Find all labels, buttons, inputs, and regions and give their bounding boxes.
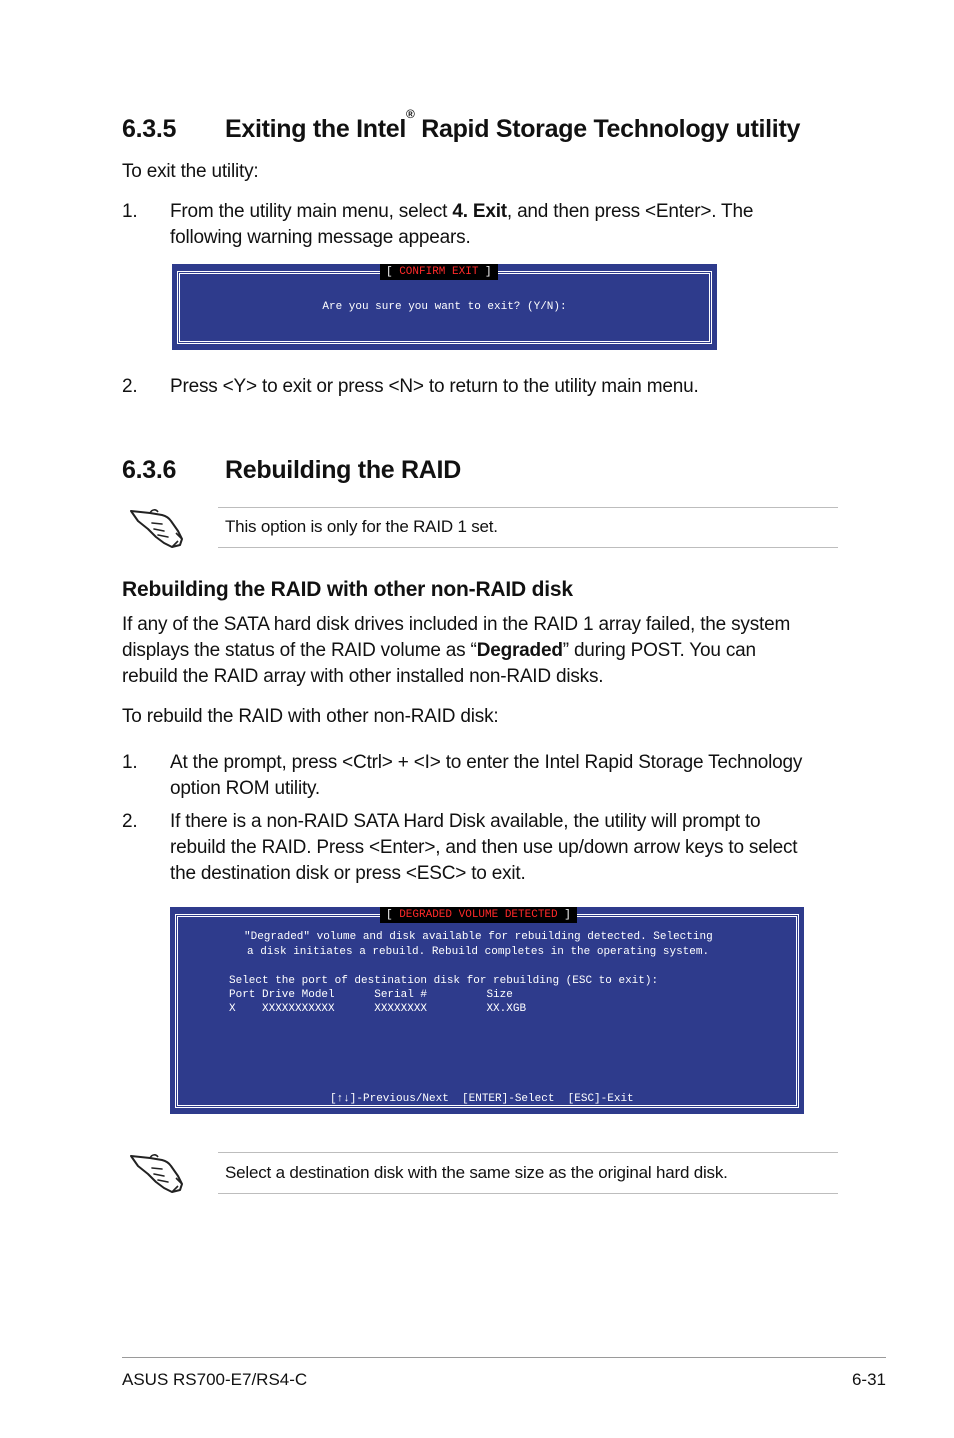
note-text: Select a destination disk with the same size as the original hard disk.: [225, 1163, 728, 1182]
degraded-volume-screen: [170, 907, 804, 1114]
confirm-exit-screen: [172, 264, 717, 350]
pointing-hand-icon: [128, 503, 186, 551]
rebuild-intro: To rebuild the RAID with other non-RAID disk:: [122, 706, 499, 727]
footer-rule: [122, 1357, 886, 1358]
note-text: This option is only for the RAID 1 set.: [225, 517, 498, 536]
screen-prompt: Select the port of destination disk for rebuilding (ESC to exit):: [229, 975, 659, 987]
section-number: 6.3.6: [122, 456, 177, 484]
note-box: [218, 1152, 838, 1194]
confirm-exit-banner: [ CONFIRM EXIT ]: [380, 264, 498, 280]
note-box: [218, 507, 838, 548]
section-heading-6-3-6: [122, 456, 882, 488]
rebuild-step-2: 2. If there is a non-RAID SATA Hard Disk available, the utility will prompt to rebuild the RAID. Press <Enter>, and then use up/down arrow keys to select the destination disk or press <ESC> to exit.: [122, 811, 798, 884]
footer-model: ASUS RS700-E7/RS4-C: [122, 1370, 308, 1389]
degraded-volume-banner: [ DEGRADED VOLUME DETECTED ]: [380, 907, 577, 923]
registered-mark: ®: [406, 106, 415, 121]
exit-step-2: 2. Press <Y> to exit or press <N> to return to the utility main menu.: [122, 376, 699, 397]
page-number: 6-31: [851, 1370, 886, 1389]
disk-table-header: Port Drive Model Serial # Size: [229, 989, 513, 1001]
screen-message-line-2: a disk initiates a rebuild. Rebuild completes in the operating system.: [247, 946, 710, 958]
exit-intro: To exit the utility:: [122, 161, 259, 182]
rebuild-step-1: 1. At the prompt, press <Ctrl> + <I> to enter the Intel Rapid Storage Technology option ROM utility.: [122, 752, 803, 799]
degraded-paragraph: If any of the SATA hard disk drives included in the RAID 1 array failed, the system displays the status of the RAID volume as “Degraded” during POST. You can rebuild the RAID array with other installed non-RAID disks.: [122, 614, 791, 687]
section-heading-6-3-5: [122, 106, 882, 147]
exit-step-1: 1. From the utility main menu, select 4. Exit, and then press <Enter>. The following warning message appears.: [122, 201, 754, 248]
section-number: 6.3.5: [122, 115, 177, 143]
confirm-exit-message: Are you sure you want to exit? (Y/N):: [322, 301, 567, 313]
section-title: Rebuilding the RAID: [225, 456, 461, 484]
key-hints: [↑↓]-Previous/Next [ENTER]-Select [ESC]-Exit: [310, 1093, 654, 1105]
disk-table-row[interactable]: X XXXXXXXXXXX XXXXXXXX XX.XGB: [229, 1003, 527, 1015]
subheading: Rebuilding the RAID with other non-RAID disk: [122, 578, 573, 601]
screen-message-line-1: "Degraded" volume and disk available for rebuilding detected. Selecting: [244, 931, 713, 943]
pointing-hand-icon: [128, 1148, 186, 1196]
section-title: Exiting the Intel® Rapid Storage Technology utility: [225, 106, 801, 143]
